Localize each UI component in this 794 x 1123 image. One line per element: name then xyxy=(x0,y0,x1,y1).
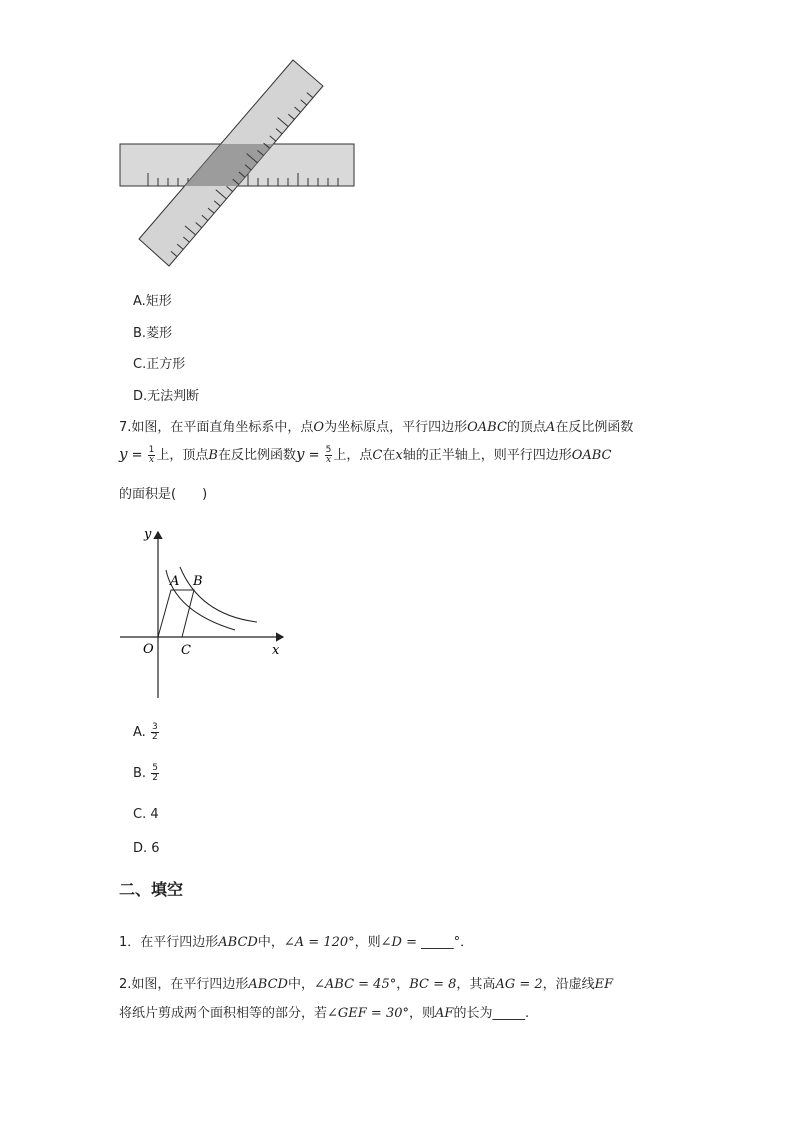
curve-y-5-over-x xyxy=(180,567,257,622)
label-o: O xyxy=(143,642,154,657)
label-a: A xyxy=(170,574,180,589)
q6-option-c[interactable]: C.正方形 xyxy=(133,357,186,372)
q7-option-a[interactable]: A. $\frac{3}{2}$ xyxy=(133,722,158,742)
q6-option-a[interactable]: A.矩形 xyxy=(133,294,172,309)
label-x: x xyxy=(272,643,280,658)
section-heading: 二、填空 xyxy=(119,880,184,899)
q6-option-d[interactable]: D.无法判断 xyxy=(133,389,200,404)
q7-line-3: 的面积是( ) xyxy=(119,487,208,502)
fill-question-2-line-1: 2.如图，在平行四边形ABCD中，∠ABC = 45°，BC = 8，其高AG = 2，沿虚线EF xyxy=(119,977,614,992)
q7-graph xyxy=(115,520,295,705)
q6-option-b[interactable]: B.菱形 xyxy=(133,326,173,341)
q7-option-c[interactable]: C. 4 xyxy=(133,807,159,822)
fill-question-2-line-2: 将纸片剪成两个面积相等的部分，若∠GEF = 30°，则AF的长为_____. xyxy=(119,1006,530,1021)
answer-blank[interactable]: _____ xyxy=(492,1006,525,1021)
answer-blank[interactable]: _____ xyxy=(421,935,454,950)
fraction-5-over-x: $\frac{5}{x}$ xyxy=(325,445,332,465)
q7-option-b[interactable]: B. $\frac{5}{2}$ xyxy=(133,763,158,783)
label-y: y xyxy=(144,527,152,542)
q7-option-d[interactable]: D. 6 xyxy=(133,841,160,856)
parallelogram-oabc xyxy=(158,590,194,637)
fill-question-1: 1．在平行四边形ABCD中，∠A = 120°，则∠D = _____°． xyxy=(119,935,474,950)
label-b: B xyxy=(193,574,203,589)
rulers-figure xyxy=(115,55,360,270)
q7-line-2: y = $\frac{1}{x}$ 上，顶点B在反比例函数y = $\frac{5}{x}$ 上，点C在x轴的正半轴上，则平行四边形OABC xyxy=(119,445,612,465)
fraction-1-over-x: $\frac{1}{x}$ xyxy=(148,445,155,465)
label-c: C xyxy=(181,643,191,658)
q7-line-1: 7.如图，在平面直角坐标系中，点O为坐标原点，平行四边形OABC的顶点A在反比例函数 xyxy=(119,420,634,435)
